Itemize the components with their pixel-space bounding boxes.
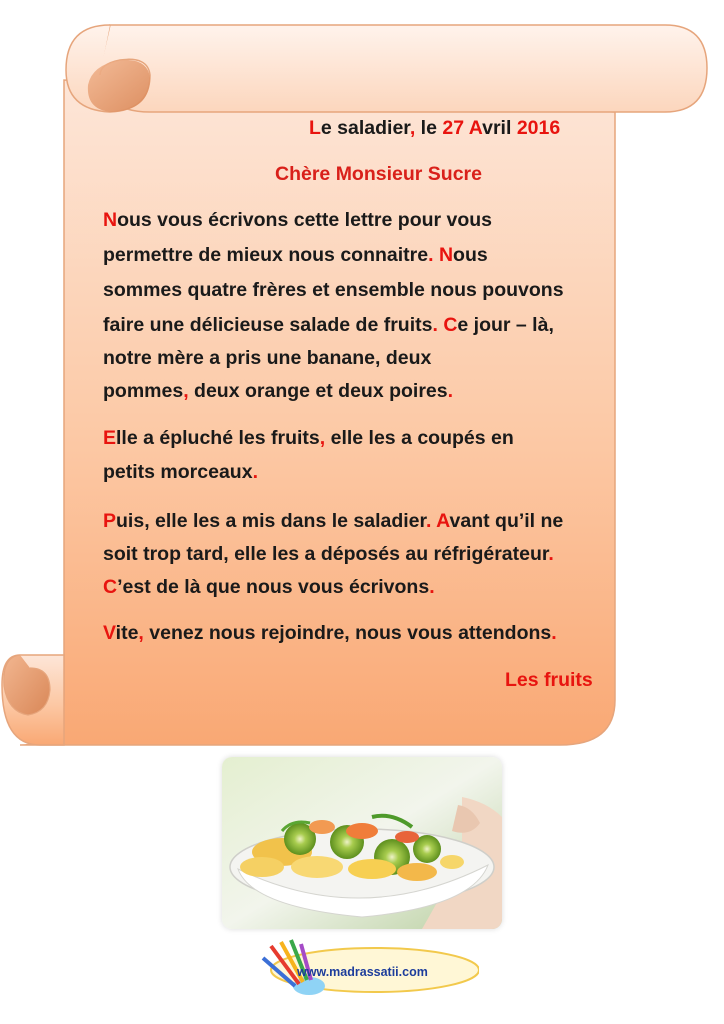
- logo-url-text: www.madrassatii.com: [297, 965, 428, 979]
- paragraph-line: sommes quatre frères et ensemble nous pouvons: [103, 279, 564, 301]
- greeting: Chère Monsieur Sucre: [275, 163, 482, 185]
- paragraph-line: Elle a épluché les fruits, elle les a coupés en: [103, 427, 514, 449]
- paragraph-line: Puis, elle les a mis dans le saladier. Avant qu’il ne: [103, 510, 564, 532]
- fruit-salad-photo: [222, 757, 502, 929]
- paragraph-line: soit trop tard, elle les a déposés au réfrigérateur.: [103, 543, 554, 565]
- paragraph-line: notre mère a pris une banane, deux: [103, 347, 432, 369]
- place-date-line: Le saladier, le 27 Avril 2016: [309, 117, 561, 139]
- fruit-salad-illustration: [222, 757, 502, 929]
- paragraph-line: permettre de mieux nous connaitre. Nous: [103, 244, 488, 266]
- signature: Les fruits: [505, 669, 593, 691]
- site-logo: [257, 936, 479, 1000]
- paragraph-line: Nous vous écrivons cette lettre pour vous: [103, 209, 493, 231]
- paragraph-line: faire une délicieuse salade de fruits. Ce jour – là,: [103, 314, 554, 336]
- paragraph-line: Vite, venez nous rejoindre, nous vous attendons.: [103, 622, 557, 644]
- paragraph-line: pommes, deux orange et deux poires.: [103, 380, 454, 402]
- paragraph-line: petits morceaux.: [103, 461, 258, 483]
- paragraph-line: C’est de là que nous vous écrivons.: [103, 576, 435, 598]
